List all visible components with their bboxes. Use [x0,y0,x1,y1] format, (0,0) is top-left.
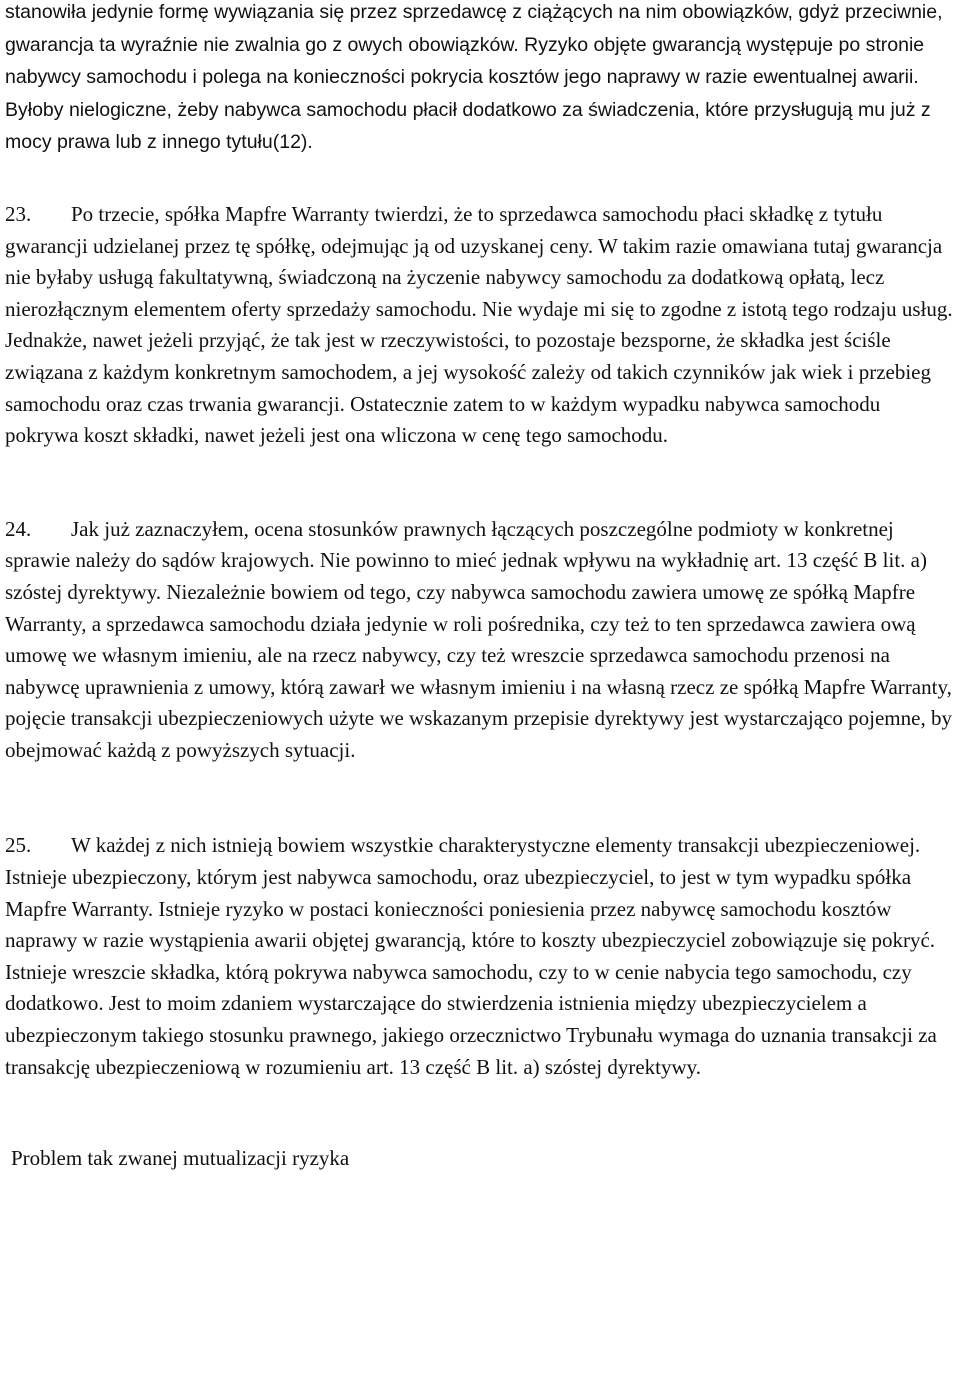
paragraph-continuation-text: stanowiła jedynie formę wywiązania się przez sprzedawcę z ciążących na nim obowiązków, gdyż przeciwnie, gwarancja ta wyraźnie nie zwalnia go z owych obowiązków. Ryzyko objęte gwarancją występuje po stronie nabywcy samochodu i polega na konieczności pokrycia kosztów jego naprawy w razie ewentualnej awarii. [5,1,943,89]
document-page [5,0,957,1175]
paragraph-number: 24. [5,516,32,541]
paragraph-24 [5,514,957,767]
paragraph-number: 25. [5,833,32,858]
paragraph-continuation-text-sans: Byłoby nielogiczne, żeby nabywca samochodu płacił dodatkowo za świadczenia, które przysługują mu już z mocy prawa lub z innego tytułu(12). [5,98,931,154]
paragraph-number: 23. [5,201,32,226]
paragraph-25 [5,830,957,1083]
section-heading: Problem tak zwanej mutualizacji ryzyka [11,1146,350,1171]
paragraph-continuation [5,0,957,159]
paragraph-23 [5,199,957,452]
paragraph-text: Jak już zaznaczyłem, ocena stosunków prawnych łączących poszczególne podmioty w konkretnej sprawie należy do sądów krajowych. Nie powinno to mieć jednak wpływu na wykładnię art. 13 część B lit. a) szóstej dyrektywy. Niezależnie bowiem od tego, czy nabywca samochodu zawiera umowę ze spółką Mapfre Warranty, a sprzedawca samochodu działa jedynie w roli pośrednika, czy też to ten sprzedawca zawiera ową umowę we własnym imieniu, ale na rzecz nabywcy, czy też wreszcie sprzedawca samochodu przenosi na nabywcę uprawnienia z umowy, którą zawarł we własnym imieniu i na własną rzecz ze spółką Mapfre Warranty, pojęcie transakcji ubezpieczeniowych użyte we wskazanym przepisie dyrektywy jest wystarczająco pojemne, by obejmować każdą z powyższych sytuacji. [5,516,952,762]
paragraph-text: Po trzecie, spółka Mapfre Warranty twierdzi, że to sprzedawca samochodu płaci składkę z tytułu gwarancji udzielanej przez tę spółkę, odejmując ją od uzyskanej ceny. W takim razie omawiana tutaj gwarancja nie byłaby usługą fakultatywną, świadczoną na życzenie nabywcy samochodu za dodatkową opłatą, lecz nierozłącznym elementem oferty sprzedaży samochodu. Nie wydaje mi się to zgodne z istotą tego rodzaju usług. Jednakże, nawet jeżeli przyjąć, że tak jest w rzeczywistości, to pozostaje bezsporne, że składka jest ściśle związana z każdym konkretnym samochodem, a jej wysokość zależy od takich czynników jak wiek i przebieg samochodu oraz czas trwania gwarancji. Ostatecznie zatem to w każdym wypadku nabywca samochodu pokrywa koszt składki, nawet jeżeli jest ona wliczona w cenę tego samochodu. [5,201,953,448]
paragraph-text: W każdej z nich istnieją bowiem wszystkie charakterystyczne elementy transakcji ubezpieczeniowej. Istnieje ubezpieczony, którym jest nabywca samochodu, oraz ubezpieczyciel, to jest w tym wypadku spółka Mapfre Warranty. Istnieje ryzyko w postaci konieczności poniesienia przez nabywcę samochodu kosztów naprawy w razie wystąpienia awarii objętej gwarancją, które to koszty ubezpieczyciel zobowiązuje się pokryć. Istnieje wreszcie składka, którą pokrywa nabywca samochodu, czy to w cenie nabycia tego samochodu, czy dodatkowo. Jest to moim zdaniem wystarczające do stwierdzenia istnienia między ubezpieczycielem a ubezpieczonym takiego stosunku prawnego, jakiego orzecznictwo Trybunału wymaga do uznania transakcji za transakcję ubezpieczeniową w rozumieniu art. 13 część B lit. a) szóstej dyrektywy. [5,833,937,1079]
